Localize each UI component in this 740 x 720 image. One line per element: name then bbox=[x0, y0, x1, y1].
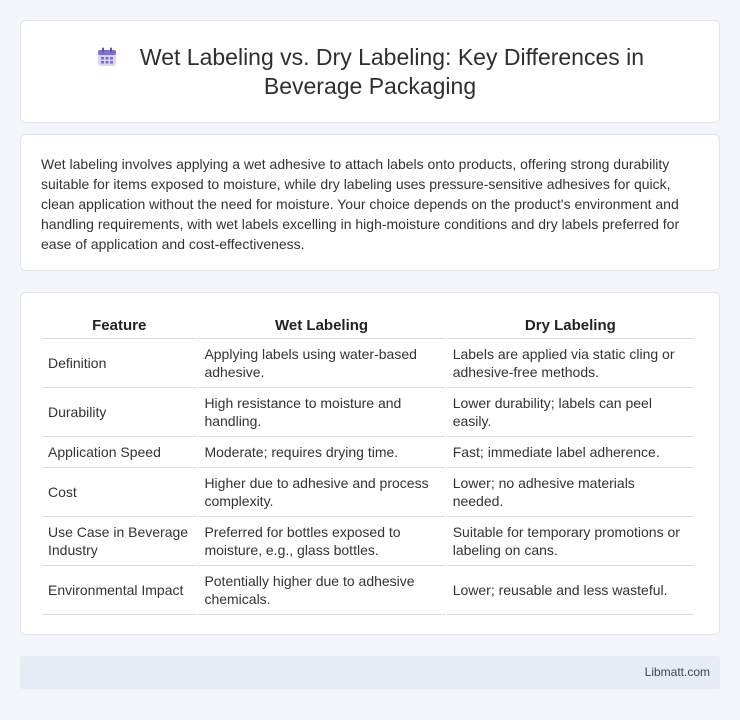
header-dry-labeling: Dry Labeling bbox=[447, 315, 694, 339]
row-feature: Use Case in Beverage Industry bbox=[42, 517, 196, 566]
title-card bbox=[20, 20, 720, 123]
table-row bbox=[42, 566, 694, 615]
table-row bbox=[42, 468, 694, 517]
summary-text: Wet labeling involves applying a wet adhesive to attach labels onto products, offering strong durability suitable for items exposed to moisture, while dry labeling uses pressure-sensitive adhesives for quick, clean application without the need for moisture. Your choice depends on the product's environment and handling requirements, with wet labels excelling in high-moisture conditions and dry labels preferred for ease of application and cost-effectiveness. bbox=[41, 156, 680, 252]
row-dry: Labels are applied via static cling or adhesive-free methods. bbox=[447, 339, 694, 388]
footer bbox=[20, 656, 720, 689]
table-row bbox=[42, 388, 694, 437]
calendar-icon bbox=[96, 46, 118, 68]
header-wet-labeling: Wet Labeling bbox=[198, 315, 444, 339]
row-feature: Cost bbox=[42, 468, 196, 517]
row-dry: Fast; immediate label adherence. bbox=[447, 437, 694, 468]
row-feature: Definition bbox=[42, 339, 196, 388]
row-feature: Durability bbox=[42, 388, 196, 437]
row-wet: Higher due to adhesive and process complexity. bbox=[198, 468, 444, 517]
table-row bbox=[42, 339, 694, 388]
comparison-card bbox=[20, 292, 720, 635]
row-wet: Applying labels using water-based adhesive. bbox=[198, 339, 444, 388]
page-title bbox=[61, 43, 679, 101]
row-wet: Preferred for bottles exposed to moisture, e.g., glass bottles. bbox=[198, 517, 444, 566]
table-row bbox=[42, 517, 694, 566]
header-feature: Feature bbox=[42, 315, 196, 339]
table-row bbox=[42, 437, 694, 468]
row-dry: Lower; no adhesive materials needed. bbox=[447, 468, 694, 517]
row-dry: Lower durability; labels can peel easily. bbox=[447, 388, 694, 437]
row-wet: Potentially higher due to adhesive chemicals. bbox=[198, 566, 444, 615]
row-wet: High resistance to moisture and handling. bbox=[198, 388, 444, 437]
row-feature: Application Speed bbox=[42, 437, 196, 468]
row-dry: Suitable for temporary promotions or labeling on cans. bbox=[447, 517, 694, 566]
row-wet: Moderate; requires drying time. bbox=[198, 437, 444, 468]
row-dry: Lower; reusable and less wasteful. bbox=[447, 566, 694, 615]
row-feature: Environmental Impact bbox=[42, 566, 196, 615]
summary-card bbox=[20, 134, 720, 271]
table-header-row bbox=[42, 315, 694, 339]
page-title-text: Wet Labeling vs. Dry Labeling: Key Differences in Beverage Packaging bbox=[139, 43, 645, 99]
comparison-table bbox=[40, 315, 696, 615]
footer-brand-link[interactable]: Libmatt.com bbox=[644, 665, 710, 679]
